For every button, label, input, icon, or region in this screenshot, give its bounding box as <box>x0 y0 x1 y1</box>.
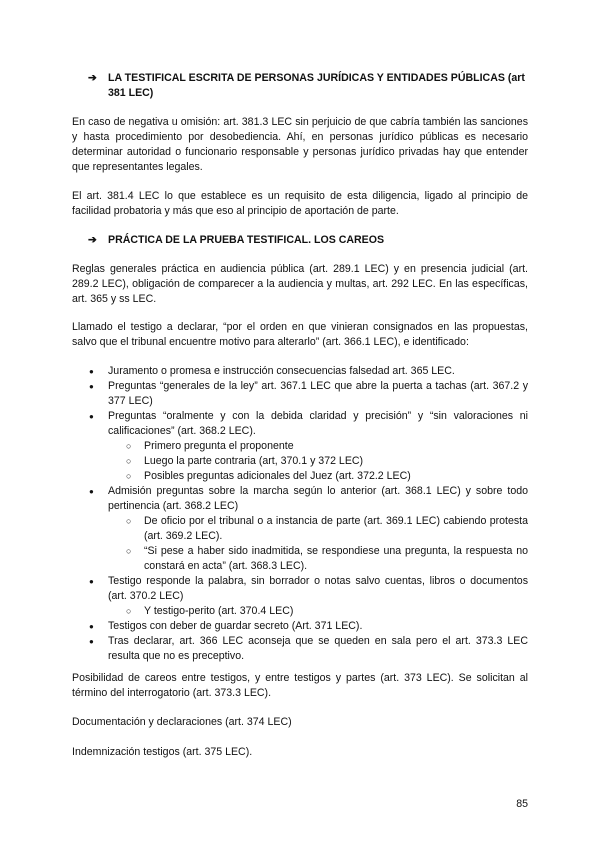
arrow-icon: ➔ <box>88 234 97 246</box>
paragraph-reglas-generales: Reglas generales práctica en audiencia pública (art. 289.1 LEC) y en presencia judicial (art. 289.2 LEC), obligación de comparecer a la audiencia y multas, art. 292 LEC. En las específicas, art. 365 y ss LEC. <box>72 263 528 305</box>
sub-list-item: ○ De oficio por el tribunal o a instancia de parte (art. 369.1 LEC) cabiendo protesta (art. 369.2 LEC). <box>108 514 528 544</box>
list-item: ● Juramento o promesa e instrucción consecuencias falsedad art. 365 LEC. <box>72 364 528 379</box>
bullet-list-practica <box>72 364 528 664</box>
sub-list-item: ○ Y testigo-perito (art. 370.4 LEC) <box>108 604 528 619</box>
paragraph-documentacion: Documentación y declaraciones (art. 374 LEC) <box>72 716 292 728</box>
list-item: ● Admisión preguntas sobre la marcha según lo anterior (art. 368.1 LEC) y sobre todo pertinencia (art. 368.2 LEC) ○ De oficio por el tribunal o a instancia de parte (art. 369.1 LEC) cabiendo protesta (art. 369.2 LEC). ○ “Si pese a haber sido inadmitida, se respondiese una pregunta, la respuesta no constará en acta” (art. 368.3 LEC). <box>72 484 528 574</box>
list-item: ● Preguntas “generales de la ley” art. 367.1 LEC que abre la puerta a tachas (art. 367.2 y 377 LEC) <box>72 379 528 409</box>
sub-list-item: ○ Posibles preguntas adicionales del Juez (art. 372.2 LEC) <box>108 469 528 484</box>
list-item: ● Testigos con deber de guardar secreto (Art. 371 LEC). <box>72 619 528 634</box>
section-heading-text: PRÁCTICA DE LA PRUEBA TESTIFICAL. LOS CAREOS <box>108 234 385 246</box>
sub-list-item: ○ “Si pese a haber sido inadmitida, se respondiese una pregunta, la respuesta no constará en acta” (art. 368.3 LEC). <box>108 544 528 574</box>
paragraph-indemnizacion: Indemnización testigos (art. 375 LEC). <box>72 746 253 758</box>
paragraph-careos: Posibilidad de careos entre testigos, y entre testigos y partes (art. 373 LEC). Se solicitan al término del interrogatorio (art. 373.3 LEC). <box>72 672 528 699</box>
list-item: ● Testigo responde la palabra, sin borrador o notas salvo cuentas, libros o documentos (art. 370.2 LEC) ○ Y testigo-perito (art. 370.4 LEC) <box>72 574 528 619</box>
section-heading-text: LA TESTIFICAL ESCRITA DE PERSONAS JURÍDICAS Y ENTIDADES PÚBLICAS (art 381 LEC) <box>108 72 525 99</box>
sub-list-item: ○ Luego la parte contraria (art, 370.1 y 372 LEC) <box>108 454 528 469</box>
sub-list-item: ○ Primero pregunta el proponente <box>108 439 528 454</box>
page-number: 85 <box>516 798 528 810</box>
list-item: ● Tras declarar, art. 366 LEC aconseja que se queden en sala pero el art. 373.3 LEC resulta que no es preceptivo. <box>72 634 528 664</box>
arrow-icon: ➔ <box>88 72 97 84</box>
section-heading-practica-prueba <box>88 233 528 248</box>
sub-list <box>108 439 528 484</box>
paragraph-art-381-4: El art. 381.4 LEC lo que establece es un requisito de esta diligencia, ligado al principio de facilidad probatoria y más que eso al principio de aportación de parte. <box>72 190 528 217</box>
list-item: ● Preguntas “oralmente y con la debida claridad y precisión” y “sin valoraciones ni calificaciones” (art. 368.2 LEC). ○ Primero pregunta el proponente ○ Luego la parte contraria (art, 370.1 y 372 LEC) ○ Posibles preguntas adicionales del Juez (art. 372.2 LEC) <box>72 409 528 484</box>
paragraph-negativa-omision: En caso de negativa u omisión: art. 381.3 LEC sin perjuicio de que cabría también las sanciones y hasta procedimiento por desobediencia. Ahí, en personas jurídico públicas es necesario determinar autoridad o funcionario responsable y personas jurídico privadas hay que entender que representantes legales. <box>72 116 528 173</box>
sub-list <box>108 514 528 574</box>
paragraph-llamado-testigo: Llamado el testigo a declarar, “por el orden en que vinieran consignados en las propuestas, salvo que el tribunal encuentre motivo para alterarlo” (art. 366.1 LEC), e identificado: <box>72 321 528 348</box>
section-heading-testifical-escrita <box>88 71 528 101</box>
sub-list <box>108 604 528 619</box>
